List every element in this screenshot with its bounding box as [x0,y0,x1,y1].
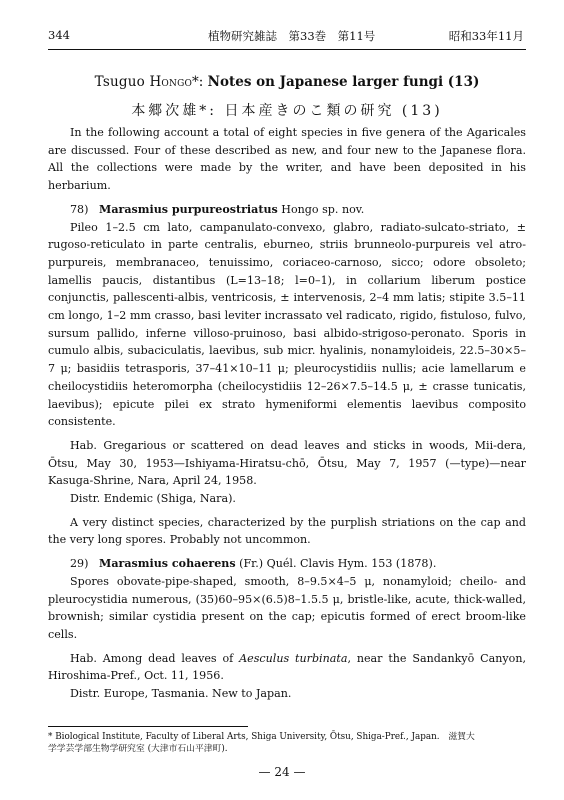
species-remark: A very distinct species, characterized by the purplish striations on the cap and the very long spores. Probably not uncommon. [48,515,526,547]
species-habitat: Hab. Gregarious or scattered on dead leaves and sticks in woods, Mii-dera, Ōtsu, May 30, 1953—Ishiyama-Hiratsu-chō, Ōtsu, May 7, 1957 (—type)—near Kasuga-Shrine, Nara, April 24, 1958. [48,438,526,488]
species-distribution: Distr. Europe, Tasmania. New to Japan. [70,687,292,701]
title-main: Notes on Japanese larger fungi (13) [207,74,480,90]
habitat-host: Aesculus turbinata [239,651,348,665]
author-mark: *: [192,74,204,90]
footnote-line: * Biological Institute, Faculty of Liberal Arts, Shiga University, Ōtsu, Shiga-Pref., Japan. 滋賀大 [48,732,475,742]
species-heading [48,555,526,573]
species-description: Spores obovate-pipe-shaped, smooth, 8–9.5×4–5 μ, nonamyloid; cheilo- and pleurocystidia numerous, (35)60–95×(6.5)8–1.5.5 μ, bristle-like, acute, thick-walled, brownish; similar cystidia present on the cap; epicutis formed of erect broom-like cells. [48,574,526,641]
issue-date: 昭和33年11月 [448,29,524,43]
footnote [48,731,526,755]
intro-paragraph: In the following account a total of eight species in five genera of the Agaricales are discussed. Four of these described as new, and four new to the Japanese flora. All the collections were made by the writer, and have been deposited in his herbarium. [48,126,526,193]
species-number: 78) [70,202,89,216]
author-first: Tsuguo [94,74,150,90]
article-title-japanese: 本郷次雄*: 日本産きのこ類の研究 (13) [131,103,443,119]
species-name: Marasmius cohaerens [99,557,236,571]
species-habitat [48,650,526,685]
author-last: Hongo [149,74,193,90]
species-authority: (Fr.) Quél. Clavis Hym. 153 (1878). [235,557,437,571]
footnote-rule [48,726,248,727]
article-body [48,124,526,709]
habitat-prefix: Hab. Among dead leaves of [70,651,240,665]
page-number: 344 [48,28,70,42]
species-heading [48,201,526,219]
article-title [48,74,526,90]
species-distribution: Distr. Endemic (Shiga, Nara). [70,492,236,506]
habitat-suffix: , near the Sandankyō Canyon, Hiroshima-Pref., Oct. 11, 1956. [48,651,526,683]
species-authority: Hongo sp. nov. [277,202,365,216]
journal-name: 植物研究雑誌 第33巻 第11号 [208,29,376,43]
species-name: Marasmius purpureostriatus [99,202,278,216]
species-number: 29) [70,557,89,571]
page-footer: — 24 — [258,765,306,779]
footnote-line: 学学芸学部生物学研究室 (大津市石山平津町). [48,744,228,754]
header-rule [48,49,526,50]
species-description: Pileo 1–2.5 cm lato, campanulato-convexo, glabro, radiato-sulcato-striato, ± rugoso-reticulato in parte centralis, eburneo, striis brunneolo-purpureis vel atro-purpureis, membranaceo, tenuissimo, coriaceo-carnoso, sicco; odore obsoleto; lamellis paucis, distantibus (L=13–18; l=0–1), in collarium liberum postice conjunctis, pallescenti-albis, ventricosis, ± intervenosis, 2–4 mm latis; stipite 3.5–11 cm longo, 1–2 mm crasso, basi leviter incrassato vel radicato, rigido, fistuloso, fulvo, sursum pallido, inferne villoso-pruinoso, basi albido-strigoso-peronato. Sporis in cumulo albis, subaciculatis, laevibus, sub micr. hyalinis, nonamyloideis, 22.5–30×5–7 μ; basidiis tetrasporis, 37–41×10–11 μ; pleurocystidiis nullis; acie lamellarum e cheilocystidiis heteromorpha (cheilocystidiis 12–26×7.5–14.5 μ, ± crasse tunicatis, laevibus); epicute pilei ex strato hymeniformi elementis laevibus composito consistente. [48,220,526,429]
running-header [48,28,524,46]
